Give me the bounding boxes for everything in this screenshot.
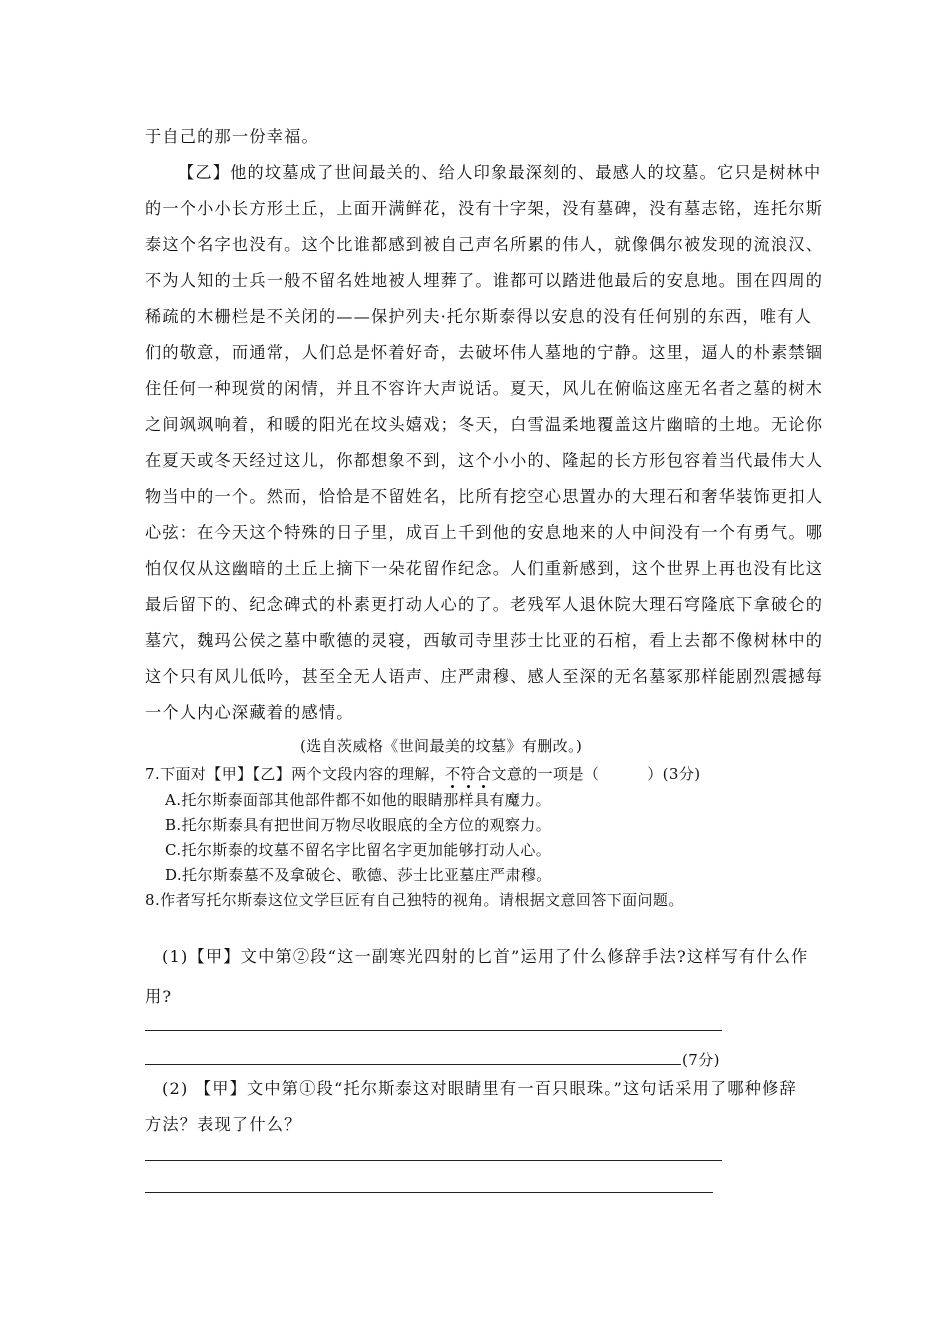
passage-yi-line: 一个人内心深藏着的感情。 (145, 703, 354, 722)
question-7-option-b: B.托尔斯泰具有把世间万物尽收眼底的全方位的观察力。 (165, 816, 552, 834)
question-8-sub2-line: 方法？表现了什么？ (145, 1115, 302, 1134)
passage-yi-line: 怕仅仅从这幽暗的土丘上摘下一朵花留作纪念。人们重新感到，这个世界上再也没有比这 (145, 559, 824, 578)
answer-line[interactable] (145, 1030, 722, 1031)
question-7-stem-end: ）(3分) (647, 765, 701, 783)
answer-line[interactable] (145, 1192, 713, 1193)
passage-yi-line: 住任何一种现赏的闲情，并且不容许大声说话。夏天，风儿在俯临这座无名者之墓的树木 (145, 379, 824, 398)
passage-lead-line: 于自己的那一份幸福。 (145, 127, 319, 146)
passage-yi-line: 最后留下的、纪念碑式的朴素更打动人心的了。老残军人退休院大理石穹隆底下拿破仑的 (145, 595, 824, 614)
question-7-option-d: D.托尔斯泰墓不及拿破仑、歌德、莎士比亚墓庄严肃穆。 (165, 866, 552, 884)
answer-line[interactable] (145, 1064, 681, 1065)
emphasis-dot-char: 不 (445, 765, 461, 783)
passage-yi-line: 物当中的一个。然而，恰恰是不留姓名，比所有挖空心思置办的大理石和奢华装饰更扣人 (145, 487, 824, 506)
passage-yi-line: 泰这个名字也没有。这个比谁都感到被自己声名所累的伟人，就像偶尔被发现的流浪汉、 (145, 235, 824, 254)
passage-yi-line: 们的敬意，而通常，人们总是怀着好奇，去破坏伟人墓地的宁静。这里，逼人的朴素禁锢 (145, 343, 824, 362)
question-8-sub1-line: 用? (145, 987, 173, 1006)
passage-yi-line: 这个只有风儿低吟，甚至全无人语声、庄严肃穆、感人至深的无名墓冢那样能剧烈震撼每 (145, 667, 824, 686)
question-7-option-c: C.托尔斯泰的坟墓不留名字比留名字更加能够打动人心。 (165, 841, 552, 859)
question-8-score: (7分) (682, 1051, 720, 1069)
question-8-stem: 8.作者写托尔斯泰这位文学巨匠有自己独特的视角。请根据文意回答下面问题。 (145, 891, 684, 909)
passage-yi-line: 之间飒飒响着，和暖的阳光在坟头嬉戏；冬天，白雪温柔地覆盖这片幽暗的土地。无论你 (145, 415, 824, 434)
question-7-option-a: A.托尔斯泰面部其他部件都不如他的眼睛那样具有魔力。 (165, 791, 552, 809)
passage-yi-line: 墓穴，魏玛公侯之墓中歌德的灵寝，西敏司寺里莎士比亚的石棺，看上去都不像树林中的 (145, 631, 824, 650)
passage-yi-line: 不为人知的士兵一般不留名姓地被人埋葬了。谁都可以踏进他最后的安息地。围在四周的 (145, 271, 824, 290)
passage-yi-line: 【乙】他的坟墓成了世间最关的、给人印象最深刻的、最感人的坟墓。它只是树林中 (178, 163, 822, 182)
question-7-stem-before: 7.下面对【甲】【乙】两个文段内容的理解， (145, 765, 446, 783)
question-8-sub2-line: (2) 【甲】文中第①段“托尔斯泰这对眼睛里有一百只眼珠。”这句话采用了哪种修辞 (162, 1079, 797, 1098)
passage-yi-line: 稀疏的木栅栏是不关闭的——保护列夫·托尔斯泰得以安息的没有任何别的东西，唯有人 (145, 307, 813, 326)
question-7-stem-after: 文意的一项是（ (491, 765, 600, 783)
emphasis-dot-char: 符 (460, 765, 477, 783)
passage-yi-line: 的一个小小长方形土丘，上面开满鲜花，没有十字架，没有墓碑，没有墓志铭，连托尔斯 (145, 199, 824, 218)
passage-source: (选自茨威格《世间最美的坟墓》有删改。) (300, 737, 583, 755)
passage-yi-line: 心弦：在今天这个特殊的日子里，成百上千到他的安息地来的人中间没有一个有勇气。哪 (145, 523, 824, 542)
emphasis-dot-char: 合 (476, 765, 492, 783)
answer-line[interactable] (145, 1160, 722, 1161)
passage-yi-line: 在夏天或冬天经过这儿，你都想象不到，这个小小的、隆起的长方形包容着当代最伟大人 (145, 451, 824, 470)
question-8-sub1-line: (1)【甲】文中第②段“这一副寒光四射的匕首”运用了什么修辞手法?这样写有什么作 (162, 947, 809, 966)
question-7-stem (145, 763, 701, 784)
